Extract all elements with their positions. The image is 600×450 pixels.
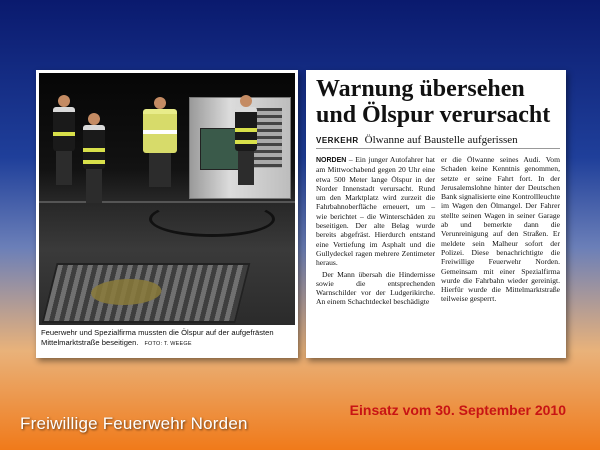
firefighter-figure <box>235 95 257 185</box>
article-column-2 <box>441 155 560 353</box>
organization-name: Freiwillige Feuerwehr Norden <box>20 414 248 433</box>
road-edge <box>39 201 295 203</box>
firefighter-figure <box>83 113 105 203</box>
worker-figure <box>143 97 177 187</box>
event-date: Einsatz vom 30. September 2010 <box>349 402 566 418</box>
article-paragraph: Der Mann übersah die Hindernisse sowie die entsprechenden Warnschilder vor der Ludgerikirche. An einem Schachtdeckel beschädigte <box>316 269 435 307</box>
article-kicker: VERKEHR <box>316 136 359 145</box>
firefighter-figure <box>53 95 75 185</box>
article-paragraph: er die Ölwanne seines Audi. Vom Schaden keine Kenntnis genommen, setzte er seine Fahrt fort. In der Jerusalemslohne hinter der Deutschen Bank signalisierte eine Kontrollleuchte im Wagen den Ölmangel. Der Fahrer stellte seinen Wagen in seiner Garage ab und bemerkte dann die Verunreinigung auf den Straßen. Er meldete sein Malheur sofort der Polizei. Diese benachrichtigte die Freiwillige Feuerwehr Norden. Gemeinsam mit einer Spezialfirma wurde die Fahrbahn wieder gereinigt. Hierfür wurde die Mittelmarktstraße teilweise gesperrt. <box>441 155 560 304</box>
hose <box>149 201 275 237</box>
article-kicker-row <box>316 134 560 149</box>
article-subheadline: Ölwanne auf Baustelle aufgerissen <box>364 134 518 146</box>
photo-caption <box>41 328 293 349</box>
caption-text: Feuerwehr und Spezialfirma mussten die Ölspur auf der aufgefrästen Mittelmarktstraße beseitigen. <box>41 328 274 347</box>
photo-panel <box>36 70 298 358</box>
oil-stain <box>88 279 164 305</box>
newspaper-photo <box>39 73 295 325</box>
article-headline: Warnung übersehen und Ölspur verursacht <box>316 76 551 128</box>
article-panel <box>306 70 566 358</box>
article-body <box>316 155 560 353</box>
photo-credit: FOTO: T. WEEGE <box>144 340 192 347</box>
article-dateline: NORDEN <box>316 157 347 164</box>
article-column-1 <box>316 155 435 353</box>
manhole-cover <box>42 263 251 323</box>
article-paragraph: – Ein junger Autofahrer hat am Mittwochabend gegen 20 Uhr eine etwa 500 Meter lange Ölspur in der Norder Innenstadt verursacht. Rund um den Marktplatz wird zurzeit die Fahrbahnoberfläche erneuert, um – wie berichtet – die Winterschäden zu beseitigen. Der alte Belag wurde bereits abgefräst. Hierdurch entstand eine Vertiefung im Asphalt und die Gullydeckel ragen mehrere Zentimeter heraus. <box>316 155 435 268</box>
